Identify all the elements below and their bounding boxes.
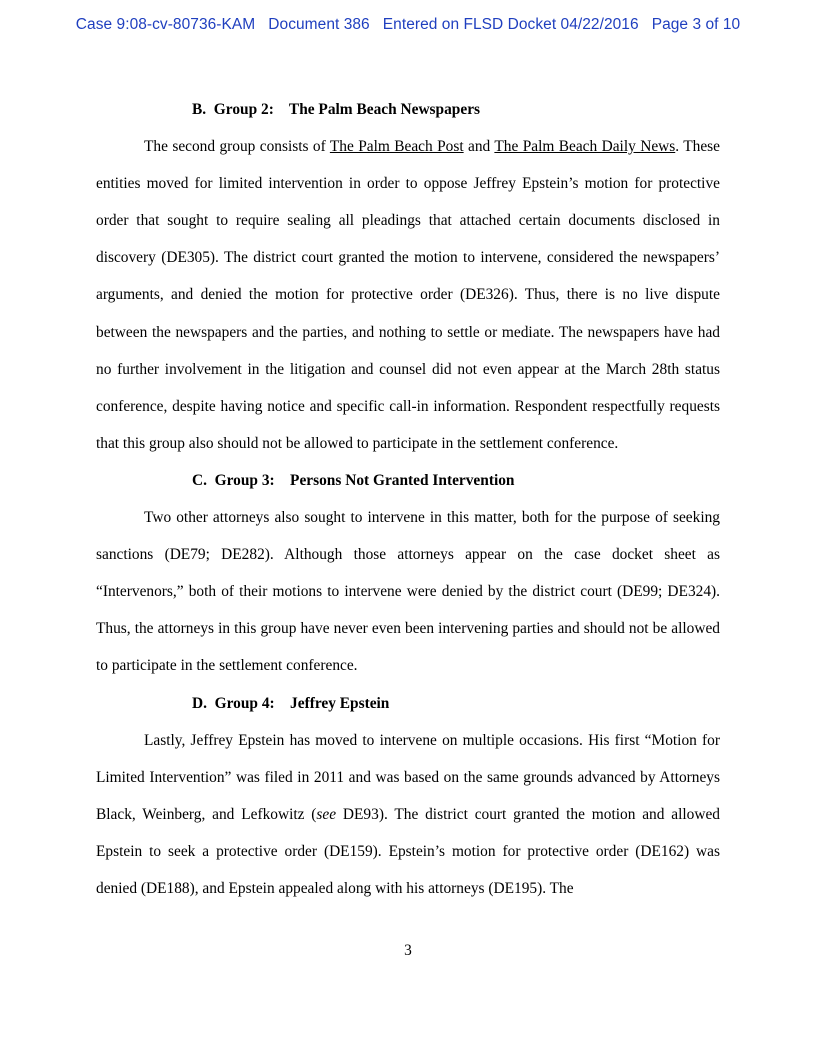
section-heading-group-3: C. Group 3: Persons Not Granted Intervention — [192, 471, 515, 489]
paragraph-text: and — [463, 138, 495, 156]
paragraph-group-4 — [96, 722, 720, 907]
paragraph-group-3: Two other attorneys also sought to intervene in this matter, both for the purpose of seeking sanctions (DE79; DE282). Although those attorneys appear on the case docket sheet as “Intervenors,” both of their motions to intervene were denied by the district court (DE99; DE324). Thus, the attorneys in this group have never even been intervening parties and should not be allowed to participate in the settlement conference. — [96, 509, 720, 675]
document-body — [96, 91, 720, 907]
docket-header-stamp: Case 9:08-cv-80736-KAM Document 386 Entered on FLSD Docket 04/22/2016 Page 3 of 10 — [75, 16, 741, 33]
paragraph-group-2 — [96, 128, 720, 462]
citation-signal-see: see — [316, 805, 337, 823]
publication-title-palm-beach-daily-news: The Palm Beach Daily News — [494, 138, 676, 156]
paragraph-text: . These entities moved for limited intervention in order to oppose Jeffrey Epstein’s motion for protective order that sought to require sealing all pleadings that attached certain documents disclosed in discovery (DE305). The district court granted the motion to intervene, considered the newspapers’ arguments, and denied the motion for protective order (DE326). Thus, there is no live dispute between the newspapers and the parties, and nothing to settle or mediate. The newspapers have had no further involvement in the litigation and counsel did not even appear at the March 28th status conference, despite having notice and specific call-in information. Respondent respectfully requests that this group also should not be allowed to participate in the settlement conference. — [96, 138, 720, 452]
publication-title-palm-beach-post: The Palm Beach Post — [329, 138, 464, 156]
page-number: 3 — [404, 942, 412, 959]
section-heading-group-4: D. Group 4: Jeffrey Epstein — [192, 694, 390, 712]
paragraph-text: Lastly, Jeffrey Epstein has moved to intervene on multiple occasions. His first “Motion for Limited Intervention” was filed in 2011 and was based on the same grounds advanced by Attorneys Black, Weinberg, and Lefkowitz ( — [96, 731, 720, 823]
paragraph-text: DE93). The district court granted the motion and allowed Epstein to seek a protective order (DE159). Epstein’s motion for protective order (DE162) was denied (DE188), and Epstein appealed along with his attorneys (DE195). The — [96, 805, 720, 897]
paragraph-text: The second group consists of — [144, 138, 330, 156]
section-heading-group-2: B. Group 2: The Palm Beach Newspapers — [192, 101, 481, 118]
